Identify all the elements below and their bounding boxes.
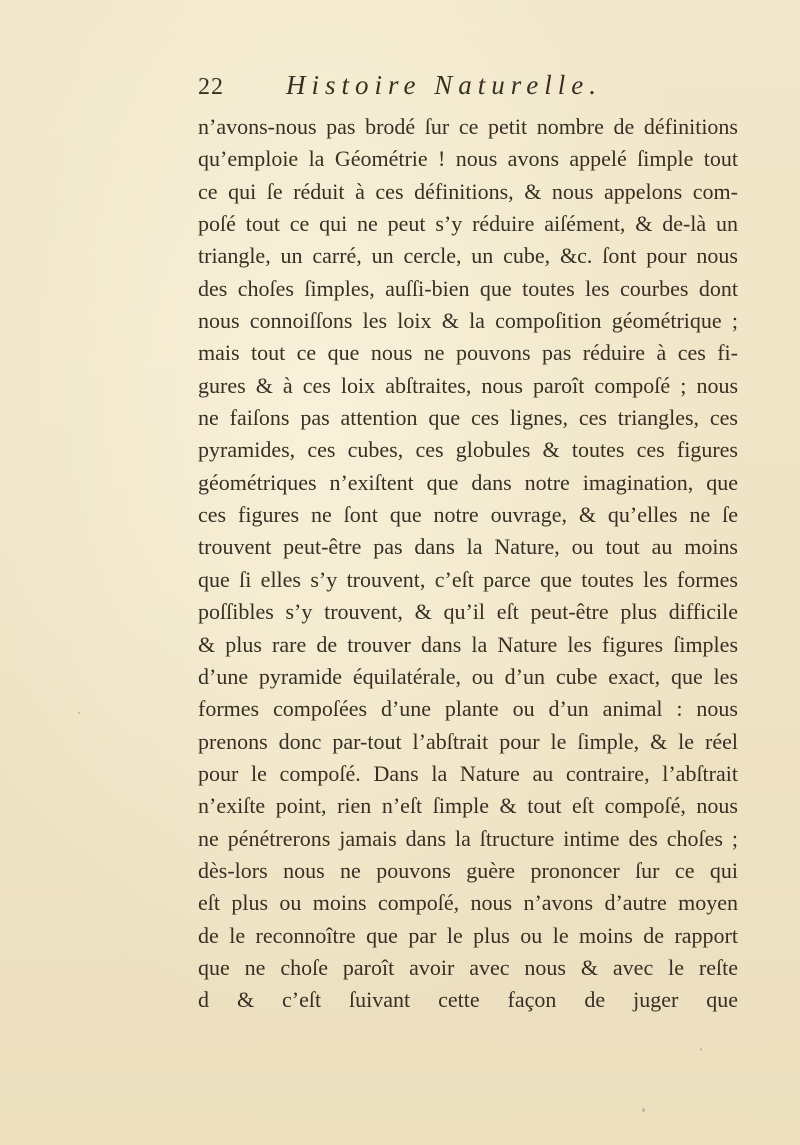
paper-speck — [700, 1048, 702, 1051]
text-line: d & c’eſt ſuivant cette façon de juger que — [198, 987, 738, 1013]
text-line: trouvent peut-être pas dans la Nature, ou tout au moins — [198, 534, 738, 560]
text-line: mais tout ce que nous ne pouvons pas réduire à ces fi- — [198, 340, 738, 366]
text-line: ces figures ne ſont que notre ouvrage, & qu’elles ne ſe — [198, 502, 738, 528]
text-line: nous connoiſſons les loix & la compoſition géométrique ; — [198, 308, 738, 334]
text-line: prenons donc par-tout l’abſtrait pour le ſimple, & le réel — [198, 728, 738, 754]
text-line: géométriques n’exiſtent que dans notre imagination, que — [198, 469, 738, 495]
text-line: pyramides, ces cubes, ces globules & toutes ces figures — [198, 437, 738, 463]
text-line: n’exiſte point, rien n’eſt ſimple & tout eſt compoſé, nous — [198, 793, 738, 819]
text-line: & plus rare de trouver dans la Nature les figures ſimples — [198, 631, 738, 657]
running-title: Histoire Naturelle. — [286, 70, 602, 100]
text-line: de le reconnoître que par le plus ou le moins de rapport — [198, 922, 738, 948]
page-number: 22 — [198, 74, 224, 100]
text-line: ne faiſons pas attention que ces lignes, ces triangles, ces — [198, 405, 738, 431]
text-line: eſt plus ou moins compoſé, nous n’avons d’autre moyen — [198, 890, 738, 916]
text-line: triangle, un carré, un cercle, un cube, &c. ſont pour nous — [198, 243, 738, 269]
text-line: qu’emploie la Géométrie ! nous avons appelé ſimple tout — [198, 146, 738, 172]
text-line: ce qui ſe réduit à ces définitions, & nous appelons com- — [198, 178, 738, 204]
text-line: poſé tout ce qui ne peut s’y réduire aiſément, & de-là un — [198, 211, 738, 237]
paper-speck — [642, 1108, 645, 1112]
text-line: que ſi elles s’y trouvent, c’eſt parce que toutes les formes — [198, 566, 738, 592]
text-line: dès-lors nous ne pouvons guère prononcer ſur ce qui — [198, 857, 738, 883]
text-line: ne pénétrerons jamais dans la ſtructure intime des choſes ; — [198, 825, 738, 851]
text-line: n’avons-nous pas brodé ſur ce petit nombre de définitions — [198, 114, 738, 139]
running-head — [198, 70, 602, 110]
text-line: poſſibles s’y trouvent, & qu’il eſt peut-être plus difficile — [198, 599, 738, 625]
text-line: formes compoſées d’une plante ou d’un animal : nous — [198, 696, 738, 722]
text-line: d’une pyramide équilatérale, ou d’un cube exact, que les — [198, 663, 738, 689]
body-text — [198, 111, 738, 1017]
text-line: des choſes ſimples, auſſi-bien que toutes les courbes dont — [198, 275, 738, 301]
text-line: gures & à ces loix abſtraites, nous paroît compoſé ; nous — [198, 372, 738, 398]
paper-speck — [78, 712, 80, 714]
text-line: pour le compoſé. Dans la Nature au contraire, l’abſtrait — [198, 760, 738, 786]
text-line: que ne choſe paroît avoir avec nous & avec le reſte — [198, 954, 738, 980]
